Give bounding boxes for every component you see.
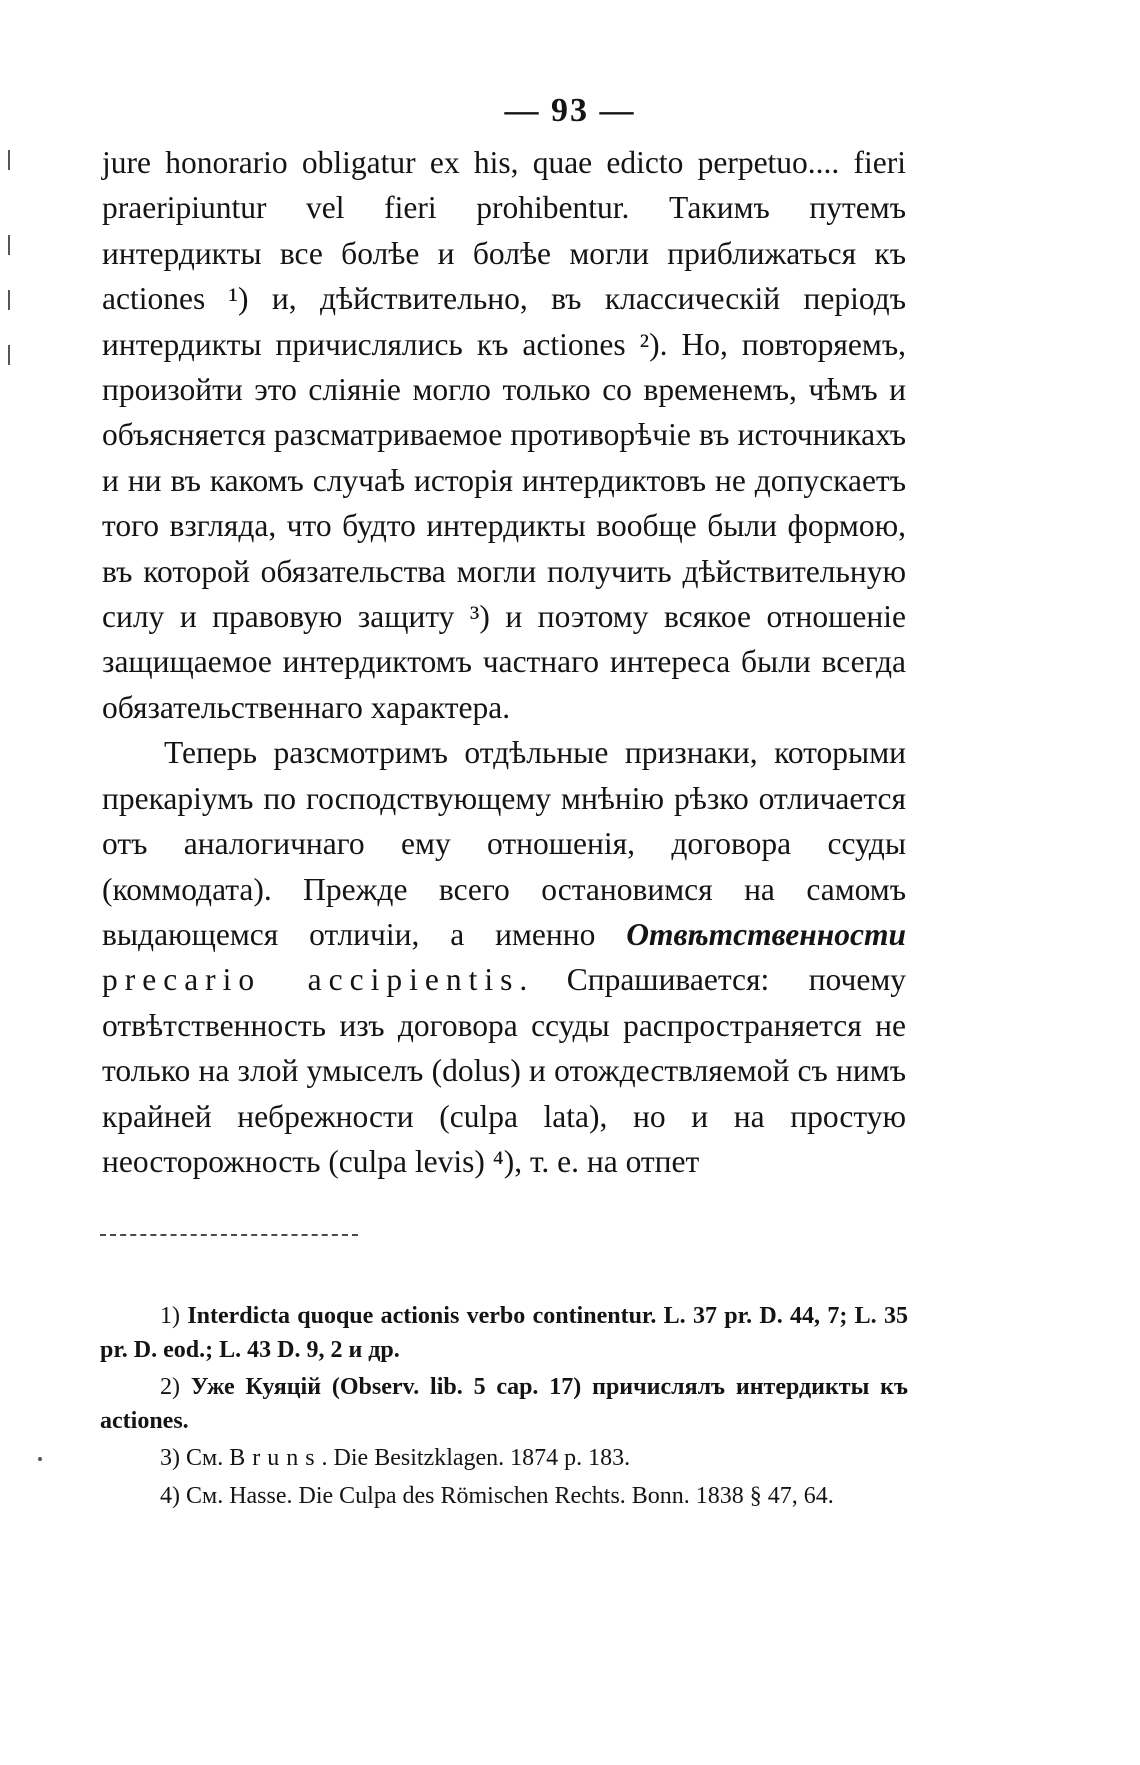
margin-mark [8, 345, 10, 365]
paragraph [102, 730, 906, 1184]
page-number: — 93 — [504, 92, 636, 129]
footnote-text: Уже Куяцій (Observ. lib. 5 cap. 17) причислялъ интердикты къ actiones. [100, 1374, 908, 1434]
main-text [102, 140, 906, 1184]
footnote-text: См. Hasse. Die Culpa des Römischen Rechts. Bonn. 1838 § 47, 64. [186, 1482, 834, 1509]
footnote-number: 2) [160, 1374, 180, 1400]
footnote-author: Bruns [229, 1445, 322, 1471]
footnote-lead: См. [186, 1445, 224, 1471]
margin-mark [8, 290, 10, 310]
margin-dot [38, 1457, 42, 1461]
footnote [100, 1371, 908, 1438]
spaced-latin-term: precario accipientis [102, 962, 520, 998]
emphasized-term: Отвѣтственности [626, 916, 906, 952]
footnote [100, 1300, 908, 1367]
footnote-separator [100, 1234, 358, 1236]
footnote-number: 4) [160, 1482, 180, 1509]
footnote-text: Interdicta quoque actionis verbo continentur. L. 37 pr. D. 44, 7; L. 35 pr. D. eod.; L. 43 D. 9, 2 и др. [100, 1303, 908, 1363]
paragraph: jure honorario obligatur ex his, quae edicto perpetuo.... fieri praeripiuntur vel fieri prohibentur. Такимъ путемъ интердикты все болѣе и болѣе могли приближаться къ actiones ¹) и, дѣйствительно, въ классическій періодъ интердикты причислялись къ actiones ²). Но, повторяемъ, произойти это сліяніе могло только со временемъ, чѣмъ и объясняется разсматриваемое противорѣчіе въ источникахъ и ни въ какомъ случаѣ исторія интердиктовъ не допускаетъ того взгляда, что будто интердикты вообще были формою, въ которой обязательства могли получить дѣйствительную силу и правовую защиту ³) и поэтому всякое отношеніе защищаемое интердиктомъ частнаго интереса были всегда обязательственнаго характера. [102, 145, 906, 725]
footnote-text: . Die Besitzklagen. 1874 p. 183. [321, 1445, 631, 1471]
footnote [100, 1480, 908, 1514]
footnote [100, 1442, 908, 1476]
paragraph-text: Теперь разсмотримъ отдѣльные признаки, которыми прекаріумъ по господствующему мнѣнію рѣзко отличается отъ аналогичнаго ему отношенія, договора ссуды (коммодата). Прежде всего остановимся на самомъ выдающемся отличіи, а именно [102, 735, 906, 952]
paragraph-text: . Спрашивается: почему отвѣтственность изъ договора ссуды распространяется не только на злой умыселъ (dolus) и отождествляемой съ нимъ крайней небрежности (culpa lata), но и на простую неосторожность (culpa levis) ⁴), т. е. на отпет [102, 962, 906, 1179]
margin-mark [8, 235, 10, 255]
margin-mark [8, 150, 10, 170]
footnote-number: 3) [160, 1445, 180, 1471]
footnote-number: 1) [160, 1303, 180, 1329]
footnotes [100, 1300, 908, 1517]
